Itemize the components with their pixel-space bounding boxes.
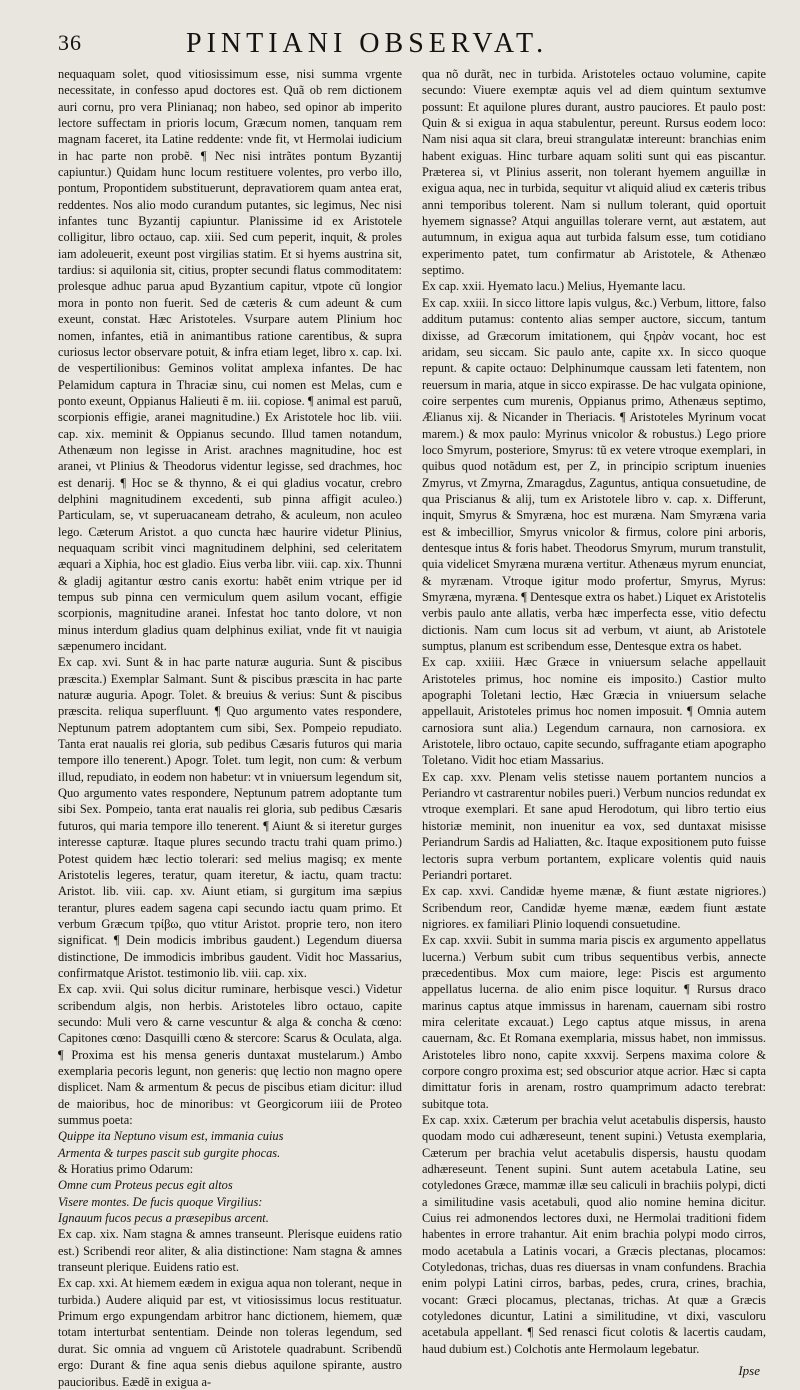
- paragraph: Ex cap. xxi. At hiemem eædem in exigua aqua non tolerant, neque in turbida.) Audere aliquid par est, vt vitiosissimus locus restituatur. Primum ergo expungendam arbitror hanc dictionem, hiemem, quæ totam interturbat sententiam. Deinde non toleras legendum, sed durat. Sic omnia ad vnguem cũ Aristotele quadrabunt. Scribendũ ergo: Durant & fine aqua senis diebus aquilone spirante, austro paucioribus. Eædẽ in exigua a-: [58, 1276, 402, 1389]
- paragraph: Ex cap. xvi. Sunt & in hac parte naturæ auguria. Sunt & piscibus præscita.) Exemplar Salmant. Sunt & piscibus præscita in hac parte naturæ auguria. Apogr. Tolet. & breuius & verius: Sunt & piscibus præscita. reliqua superfluunt. ¶ Quo argumento vates respondere, Neptunum patrem adoptantem cum sibi, Sex. Pompeio repudiato. Tanta erat naualis rei gloria, sub pedibus Cæsaris futuros qui maria tempore illo tenerent.) Apogr. Tolet. tum legit, non cum: & verbum illud, repudiato, in eodem non habetur: vt in vniuersum legendum sit, Quo argumento vates respondere, Neptunum patrem adoptante tum sibi Sex. Pompeio, tanta erat naualis rei gloria, sub pedibus Cæsaris futuros, qui maria tempore illo tenerent. ¶ Aiunt & si iteretur gurges interesse capturæ. Itaque plures secundo tractu trahi quam primo.) Potest quidem hæc lectio tolerari: sed melius magisq; ex mente Aristotelis legeres, teratur, quam iteretur, & iactu, quam tractu: Aristot. lib. viii. cap. xv. Aiunt etiam, si gurgitum ima sæpius terantur, plures eadem sagena capi secundo iactu quam primo. Et verbum Græcum τρίβω, quo vtitur Aristot. proprie tero, non itero significat. ¶ Dein modicis imbribus gaudent.) Legendum diuersa distinctione, De immodicis imbribus gaudent. Vidit hoc Massarius, confirmatque Aristot. testimonio lib. viii. cap. xix.: [58, 655, 402, 980]
- paragraph: Ex cap. xvii. Qui solus dicitur ruminare, herbisque vesci.) Videtur scribendum algis, non herbis. Aristoteles libro octauo, capite secundo: Muli vero & carne vescuntur & alga & concha & cœno: Capitones cœno: Dasquilli cœno & stercore: Scarus & Oculata, alga. ¶ Proxima est his mensa generis duntaxat mustelarum.) Ambo exemplaria pecoris legunt, non generis: quę lectio non magno opere displicet. Nam & armentum & pecus de piscibus etiam dicitur: illud de maioribus, hoc de minoribus: vt Georgicorum iiii de Proteo summus poeta:: [58, 982, 402, 1127]
- left-column: [58, 66, 402, 1389]
- paragraph: & Horatius primo Odarum:: [58, 1162, 194, 1177]
- verse-line: Ignauum fucos pecus a præsepibus arcent.: [58, 1211, 269, 1226]
- paragraph: Ex cap. xxv. Plenam velis stetisse nauem portantem nuncios a Periandro vt castrarentur nobiles pueri.) Verbum nuncios redundat ex vtroque exemplari. Et sane apud Herodotum, qui libro tertio eius historiæ meminit, non inuenitur ea vox, sed duntaxat misisse Periandrum Sardis ad Haliatten, &c. Itaque expositionem puto fuisse lectoris supra verbum portantem, explicare volentis quid nauis Periandri portaret.: [422, 769, 766, 882]
- verse-line: Omne cum Proteus pecus egit altos: [58, 1178, 233, 1193]
- running-title: PINTIANI OBSERVAT.: [186, 28, 549, 59]
- paragraph: Ex cap. xxvii. Subit in summa maria piscis ex argumento appellatus lucerna.) Verbum subit cum tribus sequentibus verbis, annecte præcedentibus. Mox cum maiore, lege: Piscis est argumento appellatus lucerna. de alio enim pisce loquitur. ¶ Rursus draco marinus captus atque immissus in harenam, cauernam sibi rostro mira celeritate excauat.) Lego captus atque missus, in arena cauernam, &c. Et Romana exemplaria, missus habet, non immissus. Aristoteles libro nono, capite xxxvij. Serpens maxima colore & corpore congro proxima est; sed obscurior atque acrior. Hæc si capta dimittatur foris in arenam, rostro quamprimum adacto terebrat: subitque tota.: [422, 933, 766, 1111]
- catchword: Ipse: [738, 1363, 760, 1378]
- paragraph: Ex cap. xxvi. Candidæ hyeme mænæ, & fiunt æstate nigriores.) Scribendum reor, Candidæ hyeme mænæ, eædem fiunt æstate nigriores. ex familiari Plinio loquendi consuetudine.: [422, 884, 766, 931]
- paragraph: Ex cap. xxiiii. Hæc Græce in vniuersum selache appellauit Aristoteles primus, hoc nomine eis imposito.) Castior multo apographi Toletani lectio, Hæc Græcia in vniuersum selache appellauit, Aristoteles primus hoc nomen imposuit. ¶ Omnia autem carnosiora sunt alia.) Legendum carnaura, non carnosiora. ex Aristotele, libro octauo, capite secundo, suffragante etiam apographo Toletano. Vidit hoc etiam Massarius.: [422, 655, 766, 768]
- verse-line: Visere montes. De fucis quoque Virgilius:: [58, 1194, 263, 1209]
- right-column: [422, 66, 766, 1366]
- paragraph: nequaquam solet, quod vitiosissimum esse, nisi summa vrgente necessitate, in confesso apud doctores est. Quã ob rem dictionem auri cornu, pro vera Plinianaq; non habeo, sed opinor ab imperito lectore suffectam in prioris locum, Græcum nomen, tanquam rem magnam faceret, ita Latine reddente: vnde fit, vt Hermolai iudicium in hac parte non probẽ. ¶ Nec nisi intrãtes pontum Byzantij capiuntur.) Quidam hunc locum restituere volentes, pro verbo illo, pontum, Propontidem substituerunt, depravatiorem quam antea erat, reddentes. Nos alio modo curandum putantes, sic legimus, Nec nisi infantes tunc Byzantij capiuntur. Planissime id ex Aristotele colligitur, libro octauo, cap. xiii. Sed cum peperit, inquit, & proles iam adoleuerit, exeunt post virgilias statim. Et si hyems austrina sit, tardius: si aquilonia sit, citius, propter secundi flatus commoditatem: prolesque adhuc parua apud Byzantium capitur, vtpote cũ longior mora in ponto non fuerit. Sed de cæteris & cum adeunt & cum exeunt, constat. Hæc Aristoteles. Vsurpare autem Plinium hoc nomen, infantes, etiã in animantibus ratione carentibus, & supra curiosus lector observare potuit, & infra etiam leget, libro x. cap. lxi. de vespertilionibus: Geminos volitat amplexa infantes. De hac Pelamidum captura in Thraciæ sinu, cui nomen est Melas, cum e ponto exeunt, Oppianus Halieuti ẽ m. iii. copiose. ¶ animal est paruũ, scorpionis effigie, aranei magnitudine.) Ex Aristotele hoc lib. viii. cap. xix. meminit & Oppianus secundo. Illud tamen notandum, Athenæum non legisse in Arist. arachnes magnitudine, hoc est aranei, vt Plinius & Theodorus videntur legisse, sed drachmes, hoc est denarij. ¶ Hoc se & thynno, & ei qui gladius vocatur, crebro delphini magnitudinem excedenti, sub pinna affigit aculeo.) Particulam, se, vt superuacaneam detraho, & aculeum, non aculeo lego. Cæterum Aristot. a quo cuncta hæc haurire videtur Plinius, nequaquam scribit vinci magnitudinem delphini, sed celeritatem æquari a Xiphia, hoc est gladio. Eius verba libr. viii. cap. xix. Thunni & gladij agitantur œstro canis exortu: habẽt enim vtrique per id tempus sub pinna cen vermiculum quem asilum vocant, effigie scorpionis, magnitudine aranei. Infestat hoc tanto dolore, vt non minus interdum gladius quam delphinus exiliat, vnde fit vt nauigia sæpenumero incidant.: [58, 67, 402, 654]
- paragraph: qua nõ durãt, nec in turbida. Aristoteles octauo volumine, capite secundo: Viuere exemptæ aquis vel ad diem quintum sextumve possunt: Et aquilone plures durant, austro pauciores. Et paulo post: Quin & si exigua in aqua stabulentur, pereunt. Rursus eodem loco: Nam nisi aqua sit clara, breui strangulatæ intereunt: branchias enim habent exiguas. Hinc turbare aquam soliti sunt qui eas piscantur. Præterea si, vt Plinius asserit, non tolerant hyemem anguillæ in exigua aqua, nec in turbida, sequitur vt aliquid aliud ex cæteris tribus anni temporibus tolerent. Nam si nullum tolerant, quid oportuit hyemem signasse? Atqui anguillas tolerare vernt, aut æstatem, aut autumnum, in exigua aqua aut turbida falsum esse, tum cotidiano experimento patet, tum confirmatur ab Aristotele, & Athenæo septimo.: [422, 67, 766, 278]
- page-number: 36: [58, 30, 82, 55]
- paragraph: Ex cap. xxix. Cæterum per brachia velut acetabulis dispersis, hausto quodam modo cui adhæreseunt, tenent supini.) Vetusta exemplaria, Cæterum per brachia velut acetabulis dispersis, haustu quodam adhæreseunt. Tenent supini. Sunt autem acetabula Latine, seu cotyledones Græce, mammæ illæ seu caliculi in brachiis polypi, dicti a similitudine vasis acetabuli, quod alio nomine hemina dicitur. Cuius rei admonendos lectores duxi, ne Hermolai traditioni fidem habentes in errore trahantur. Ait enim brachia polypi modo cirros, modo acetabula a Latinis vocari, a Græcis plectanas, plocamos: Cotyledonas, trichas, duas res diuersas in vnam confundens. Brachia enim polypi Latini cirros, barbas, pedes, crura, crines, brachia, vocant: Græci plocamus, plectanas, trichas. At quæ a Græcis cotyledones dicuntur, Latini a similitudine, vt dixi, vasculoru acetabula appellant. ¶ Sed renasci ficut colotis & lacertis caudam, haud dubium est.) Colchotis ante Hermolaum legebatur.: [422, 1113, 766, 1356]
- paragraph: Ex cap. xxiii. In sicco littore lapis vulgus, &c.) Verbum, littore, falso additum putamus: contento alias semper auctore, siccum, tantum dixisse, ad Græcorum imitationem, qui ξηρὰν vocant, hoc est aridam, seu siccam. Sic paulo ante, capite xx. In sicco quoque repunt. & capite octauo: Delphinumque caussam leti fatentem, non reuersum in maria, atque in sicco expirasse. De hac vulgata opinione, coire serpentes cum murenis, Oppianus primo, Athenæus septimo, Ælianus xij. & Nicander in Theriacis. ¶ Aristoteles Myrinum vocat marem.) & mox paulo: Myrinus vnicolor & robustus.) Lego priore loco Smyrum, posteriore, Smyrus: tũ ex vetere vtroque exemplari, in quibus quod notãdum est, per Z, in principio scriptum inuenies Zmyrus, vt Zmyrna, Zmaragdus, Zaguntus, antiqua consuetudine, de qua Priscianus & alij, tum ex Aristotele libro v. cap. x. Differunt, inquit, Smyrus & Smyræna, hoc est muræna. Nam Smyræna varia est & imbecillior, Smyrus vnicolor & firmus, colore pini arboris, dentesque intus & foris habet. Theodorus Smyrum, murum transtulit, quia videlicet Smyræna muræna vertitur. Athenæus myrum enunciat, & myrænam. Vtroque igitur modo profertur, Smyrus, Myrus: Smyræna, myræna. ¶ Dentesque extra os habet.) Liquet ex Aristotelis verbis paulo ante allatis, verba hæc imperfecta esse, vitio defectu dictionis. Nam cum locus sit ad verbum, vt aiunt, ab Aristotele sumptus, planum est scribendum esse, Dentesque extra os habet.: [422, 295, 766, 654]
- verse-line: Armenta & turpes pascit sub gurgite phocas.: [58, 1145, 281, 1160]
- verse-line: Quippe ita Neptuno visum est, immania cuius: [58, 1129, 284, 1144]
- paragraph: Ex cap. xxii. Hyemato lacu.) Melius, Hyemante lacu.: [422, 279, 686, 294]
- paragraph: Ex cap. xix. Nam stagna & amnes transeunt. Plerisque euidens ratio est.) Scribendi reor aliter, & alia distinctione: Nam stagna & amnes transeunt plerique. Euidens ratio est.: [58, 1227, 402, 1275]
